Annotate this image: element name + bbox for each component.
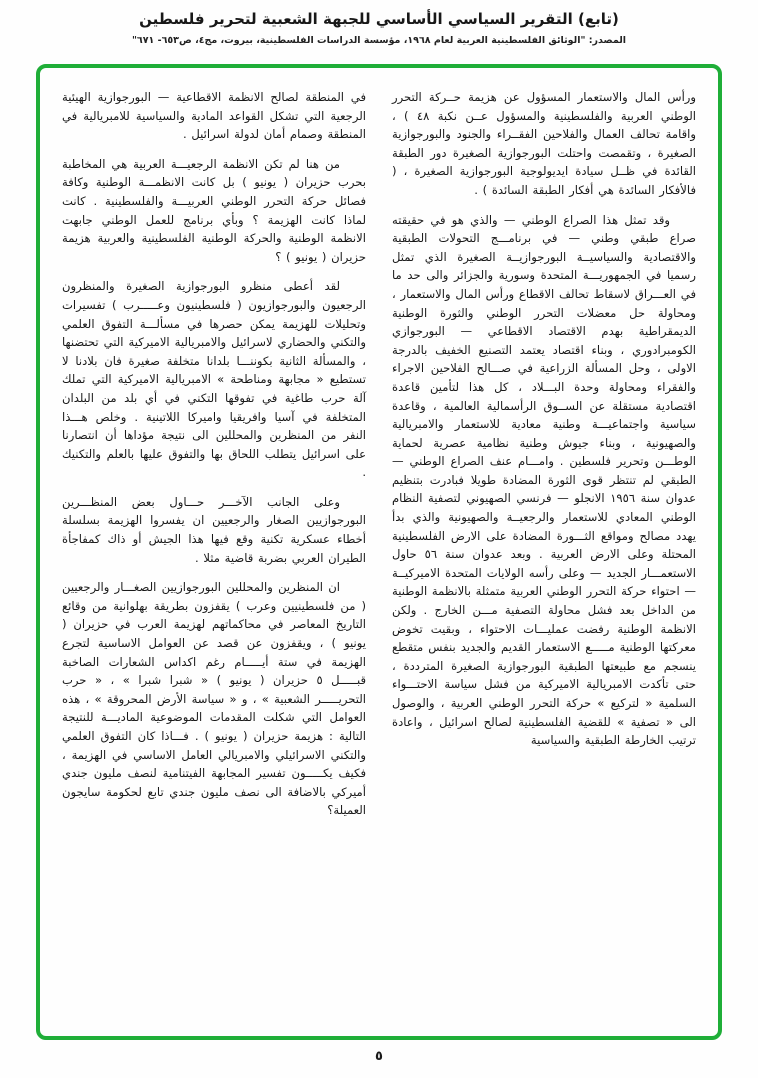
paragraph: في المنطقة لصالح الانظمة الاقطاعية — البورجوازية الهيئية الرجعية التي تشكل القواعد المادية والسياسية للامبريالية في المنطقة وصمام أمان لدولة اسرائيل .	[62, 90, 366, 142]
paragraph: من هنا لم تكن الانظمة الرجعيـــة العربية هي المخاطبة بحرب حزيران ( يونيو ) بل كانت الانظمـــة الوطنية وكافة فصائل حركة التحرر الوطني العربيـــة والفلسطينية . كانت لماذا كانت الهزيمة ؟ وبأي برنامج للعمل الوطني جابهت الانظمة الوطنية والحركة الوطنية الفلسطينية والعربية هزيمة حزيران ( يونيو ) ؟	[62, 156, 366, 264]
document-header	[0, 0, 758, 46]
paragraph: ورأس المال والاستعمار المسؤول عن هزيمة حــركة التحرر الوطني العربية والفلسطينية والمسؤول عــن نكبة ٤٨ ) ، واقامة تحالف العمال والفلاحين الفقــراء والجنود والبورجوازية الصغيرة ، وتقمصت واحتلت البورجوازية الصغيرة دور الطبقة القائدة في ظــل سيادة ايديولوجية البورجوازية الصغيرة ، ( فالأفكار السائدة هي أفكار الطبقة السائدة ) .	[392, 90, 696, 197]
paragraph: وعلى الجانب الآخـــر حـــاول بعض المنظـــرين البورجوازيين الصغار والرجعيين ان يفسروا الهزيمة بسلسلة أخطاء عسكرية تكنية وقع فيها هذا الجيش أو ذاك كمفاجأة الطيران العربي بضربة قاضية مثلا .	[62, 494, 366, 565]
page-footer	[0, 1049, 758, 1064]
page-number: ٥	[375, 1049, 383, 1064]
content-border-box	[36, 64, 722, 1040]
page-title: (تابع) التقرير السياسي الأساسي للجبهة الشعبية لتحرير فلسطين	[139, 10, 619, 28]
text-columns	[62, 88, 696, 1020]
column-left	[62, 88, 366, 1020]
paragraph: لقد أعطى منظرو البورجوازية الصغيرة والمنظرون الرجعيون والبورجوازيون ( فلسطينيون وعـــــرب ) تفسيرات وتحليلات للهزيمة يمكن حصرها في مسألـــة التفوق العلمي والتكني والحضاري لاسرائيل والامبريالية الاميركية التي تحتضنها ، والمسألة الثانية بكوننـــا بلدانا متخلفة صغيرة فان بلادنا لا تستطيع « مجابهة ومناطحة » الامبريالية الاميركية التي تملك آلة حرب طاغية في تفوقها التكني في أي بلد من البلدان المتخلفة في آسيا وافريقيا واميركا اللاتينية . وخلص هـــذا النفر من المنظرين والمحللين الى نتيجة مؤداها أن انتصارنا على اسرائيل يتطلب اللحاق بها والتفوق عليها بالعلم والتكنيك .	[62, 279, 366, 480]
paragraph: ان المنظرين والمحللين البورجوازيين الصغـــار والرجعيين ( من فلسطينيين وعرب ) يقفزون بطريقة بهلوانية من وقائع التاريخ المعاصر في محاكماتهم لهزيمة العرب في حزيران ( يونيو ) ، ويقفزون عن قصد عن العوامل الاساسية لتجرع الهزيمة في ستة أيـــــام رغم اكداس الشعارات الصاخبة قبـــــل ٥ حزيران ( يونيو ) « شبرا شبرا » ، « حرب التحريـــــر الشعبية » ، و « سياسة الأرض المحروقة » ، هذه العوامل التي شكلت المقدمات الموضوعية الماديـــة للنتيجة التالية : هزيمة حزيران ( يونيو ) . فـــاذا كان التفوق العلمي والتكني الاسرائيلي والامبريالي العامل الاساسي في الهزيمة ، فكيف يكـــــون تفسير المجابهة الفيتنامية لنصف مليون جندي أميركي بالاضافة الى نصف مليون جندي تابع لحكومة سايجون العميلة؟	[62, 580, 366, 818]
source-citation: المصدر: "الوثائق الفلسطينية العربية لعام ١٩٦٨، مؤسسة الدراسات الفلسطينية، بيروت، مج٤، ص٦٥٣- ٦٧١"	[131, 35, 627, 46]
column-right	[392, 88, 696, 1020]
paragraph: وقد تمثل هذا الصراع الوطني — والذي هو في حقيقته صراع طبقي وطني — في برنامـــج التحولات الطبقية والاقتصادية والسياسيــة البورجوازيــة الصغيرة الذي تمثل رسميا في الجمهوريـــة المتحدة وسورية والجزائر والى حد ما في العـــراق لاسقاط تحالف الاقطاع ورأس المال والاستعمار ، ومحاولة حل معضلات التحرر الوطني والثورة الوطنية الديمقراطية بهدم الاقتصاد الاقطاعي — البورجوازي الكومبرادوري ، وبناء اقتصاد يعتمد التصنيع الخفيف بالدرجة الاولى ، وحل المسألة الزراعية في صـــالح الفلاحين الاجراء والفقراء ومحاولة وحدة البـــلاد ، كل هذا لتأمين قاعدة اقتصادية مستقلة عن الســوق الرأسمالية العالمية ، وقاعدة سياسية واجتماعيـــة وطنية معادية للاستعمار والامبريالية والصهيونية ، وبناء جيوش وطنية نظامية عصرية لحماية الوطـــن وتحرير فلسطين . وامـــام عنف الصراع الوطني — الطبقي لم تنتظر قوى الثورة المضادة طويلا فبادرت بتنظيم عدوان سنة ١٩٥٦ الانجلو — فرنسي الصهيوني لتصفية النظام الوطني المعادي للاستعمار والرجعيــة والصهيونية والذي بدأ يهدد مصالح ومواقع الثـــورة المضادة على الارض الفلسطينية المحتلة وعلى الارض العربية . وبعد عدوان سنة ٥٦ حاول الاستعمـــار الجديد — وعلى رأسه الولايات المتحدة الاميركيــة — احتواء حركة التحرر الوطني العربية متمثلة بالانظمة الوطنية من الداخل بعد فشل محاولة التصفية مـــن الخارج . ولكن الانظمة الوطنية رفضت عمليـــات الاحتواء ، وبقيت تخوض معركتها الوطنية مـــــع الاستعمار القديم والجديد بنفس متقطع ينسجم مع طبيعتها الطبقية البورجوازية الصغيرة المترددة ، حتى تأكدت الامبريالية الاميركية من فشل سياسة الاحتـــواء السلمية « لتركيع » حركة التحرر الوطني العربية ، والوصول الى « تصفية » للقضية الفلسطينية لصالح اسرائيل ، واعادة ترتيب الخارطة الطبقية والسياسية	[392, 212, 696, 748]
